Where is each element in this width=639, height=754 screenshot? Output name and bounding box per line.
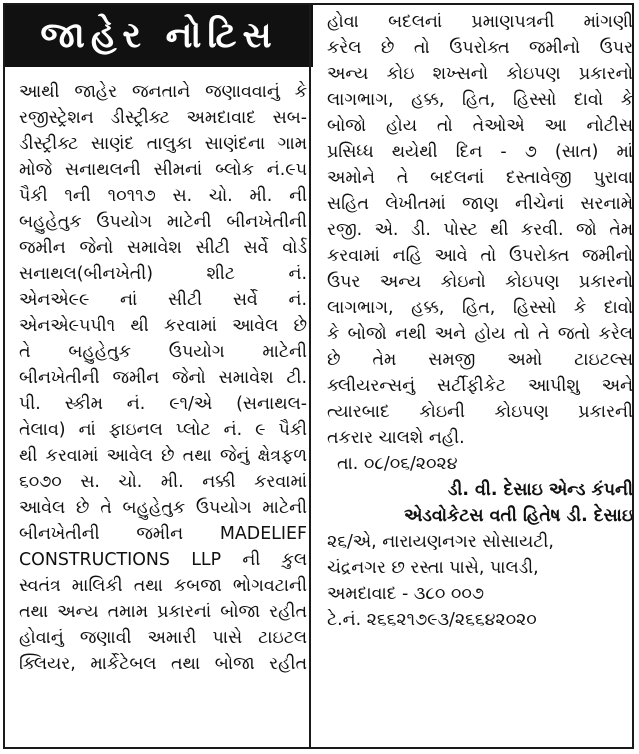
firm-name: ડી. વી. દેસાઇ એન્ડ કંપની: [447, 480, 633, 500]
notice-date: તા. ૦૮/૦૬/૨૦૨૪: [337, 454, 458, 474]
body-line: છે તેમ સમજી અમો ટાઇટલ્સ: [327, 350, 633, 370]
body-line: બીનખેતીની જમીન જેનો સમાવેશ ટી.: [19, 368, 307, 388]
notice-left-column: [19, 79, 307, 677]
address-line: અમદાવાદ - ૩૮૦ ૦૦૭: [327, 584, 484, 604]
body-line: કે બોજો નથી અને હોય તો તે જતો કરેલ: [327, 324, 633, 344]
body-line: આથી જાહેર જનતાને જણાવવાનું કે: [19, 82, 307, 102]
body-line: ત્યારબાદ કોઇની કોઇપણ પ્રકારની: [327, 402, 633, 422]
address-line: ચંદ્રનગર છ રસ્તા પાસે, પાલડી,: [327, 558, 539, 578]
body-line: થી કરવામાં આવેલ છે તથા જેનું ક્ષેત્રફળ: [19, 446, 307, 466]
body-line: કરવામાં નહિ આવે તો ઉપરોક્ત જમીનો: [327, 246, 633, 266]
body-line: તે બહુહેતુક ઉપયોગ માટેની: [19, 342, 307, 362]
body-line: ક્લિયર, માર્કેટેબલ તથા બોજા રહીત: [19, 654, 307, 674]
body-line: રજી. એ. ડી. પોસ્ટ થી કરવી. જો તેમ: [327, 220, 633, 240]
body-line: પ્રસિધ્ધ થયેથી દિન - ૭ (સાત) માં: [327, 142, 633, 162]
body-line: લાગભાગ, હક્ક, હિત, હિસ્સો કે દાવો: [327, 298, 633, 318]
body-line: પી. સ્કીમ નં. ૯૧/એ (સનાથલ-: [19, 394, 307, 414]
body-line: જમીન જેનો સમાવેશ સીટી સર્વે વોર્ડ: [19, 238, 307, 258]
body-line: સહિત લેખીતમાં જાણ નીચેનાં સરનામે: [327, 194, 633, 214]
body-line: હોવા બદલનાં પ્રમાણપત્રની માંગણી: [327, 12, 633, 32]
body-line: ૬૦૭૦ સ. ચો. મી. નક્કી કરવામાં: [19, 472, 307, 492]
body-line: લાગભાગ, હક્ક, હિત, હિસ્સો દાવો કે: [327, 90, 633, 110]
body-line: એનએ૯૯ નાં સીટી સર્વે નં.: [19, 290, 307, 310]
body-line: સનાથલ(બીનખેતી) શીટ નં.: [19, 264, 307, 284]
notice-title: જાહેર નોટિસ: [5, 5, 313, 67]
body-line: તથા અન્ય તમામ પ્રકારનાં બોજા રહીત: [19, 602, 307, 622]
body-line: કરેલ છે તો ઉપરોક્ત જમીનો ઉપર: [327, 38, 633, 58]
body-line: એનએ૯૫પી૧ થી કરવામાં આવેલ છે: [19, 316, 307, 336]
body-line: હોવાનું જણાવી અમારી પાસે ટાઇટલ: [19, 628, 307, 648]
body-line: તકરાર ચાલશે નહી.: [327, 428, 465, 448]
body-line: મોજે સનાથલની સીમનાં બ્લોક નં.૯૫: [19, 160, 307, 180]
column-divider: [309, 3, 311, 749]
body-line: ક્લીયરન્સનું સર્ટીફીકેટ આપીશુ અને: [327, 376, 633, 396]
notice-right-column: [327, 9, 633, 633]
body-line: અન્ય કોઇ શખ્સનો કોઇપણ પ્રકારનો: [327, 64, 633, 84]
body-line: બહુહેતુક ઉપયોગ માટેની બીનખેતીની: [19, 212, 307, 232]
body-line: આવેલ છે તે બહુહેતુક ઉપયોગ માટેની: [19, 498, 307, 518]
address-line: ૨૬/એ, નારાયણનગર સોસાયટી,: [327, 532, 554, 552]
phone-line: ટે.નં. ૨૬૬૨૧૭૯૩/૨૬૬૪૨૦૨૦: [327, 610, 537, 630]
body-line: ડીસ્ટ્રીક્ટ સાણંદ તાલુકા સાણંદના ગામ: [19, 134, 307, 154]
body-line: CONSTRUCTIONS LLP ની કુલ: [19, 550, 307, 570]
body-line: બીનખેતીની જમીન MADELIEF: [19, 524, 307, 544]
body-line: બોજો હોય તો તેઓએ આ નોટીસ: [327, 116, 633, 136]
advocate-line: એડવોકેટસ વતી હિતેષ ડી. દેસાઇ: [403, 506, 633, 526]
body-line: તેલાવ) નાં ફાઇનલ પ્લોટ નં. ૯ પૈકી: [19, 420, 307, 440]
public-notice: [3, 3, 634, 749]
body-line: રજીસ્ટ્રેશન ડીસ્ટ્રીક્ટ અમદાવાદ સબ-: [19, 108, 307, 128]
body-line: પૈકી ૧ની ૧૦૧૧૭ સ. ચો. મી. ની: [19, 186, 307, 206]
body-line: ઉપર અન્ય કોઇનો કોઇપણ પ્રકારનો: [327, 272, 633, 292]
body-line: સ્વતંત્ર માલિકી તથા કબજા ભોગવટાની: [19, 576, 307, 596]
body-line: અમોને તે બદલનાં દસ્તાવેજી પુરાવા: [327, 168, 633, 188]
